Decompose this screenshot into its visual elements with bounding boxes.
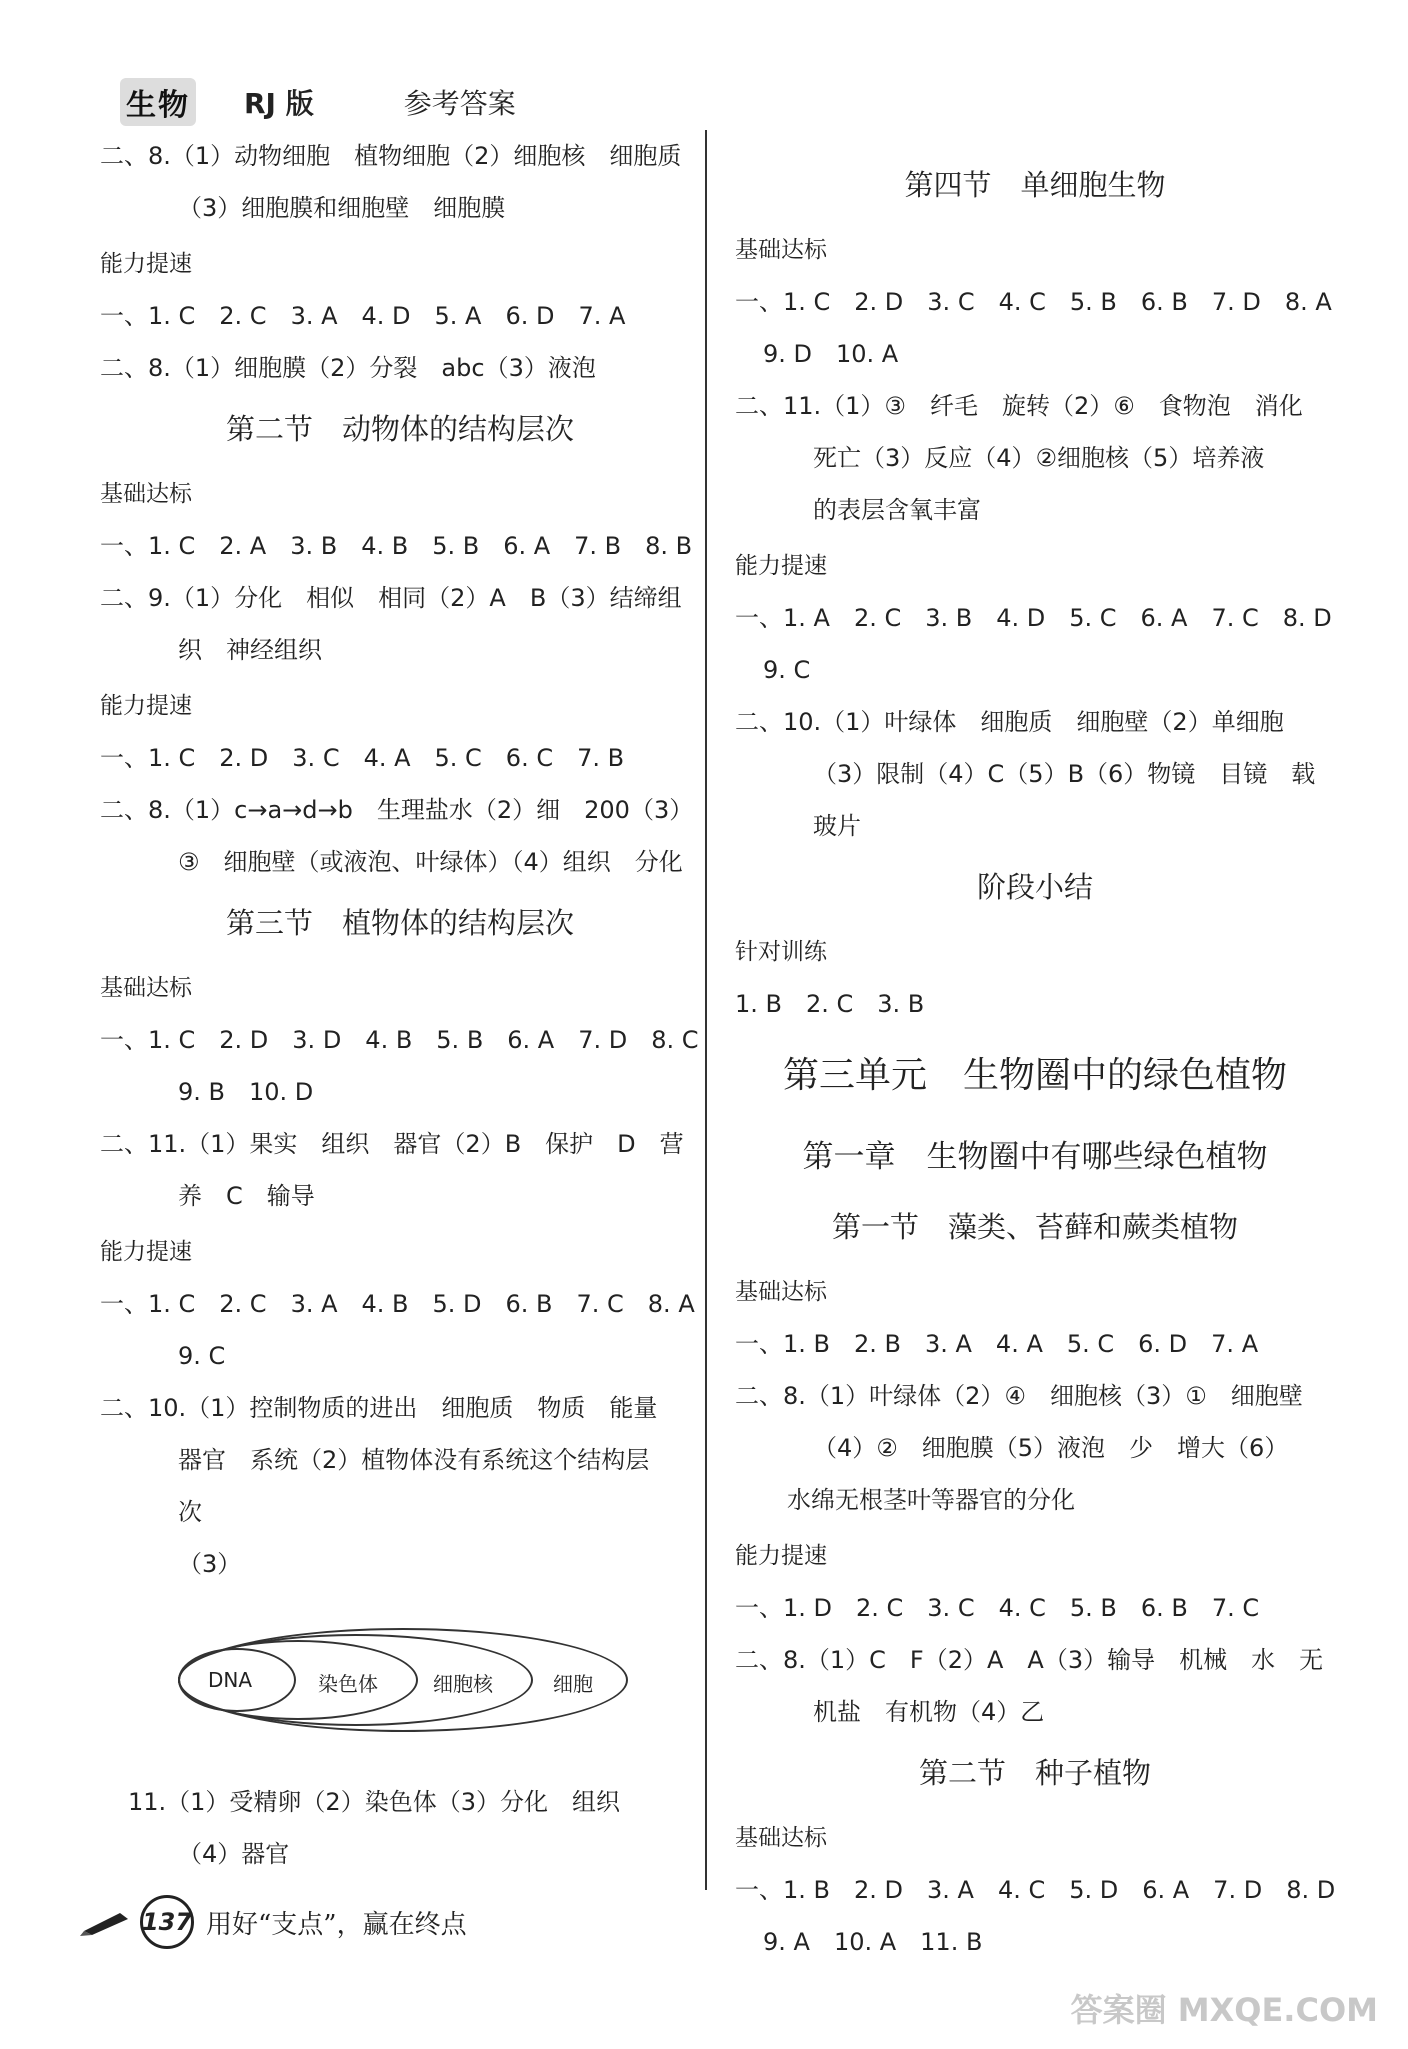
answer-line: 一、1. C 2. D 3. C 4. C 5. B 6. B 7. D 8. A	[735, 288, 1332, 316]
edition-label: RJ 版	[244, 87, 314, 120]
answer-line: （4）器官	[178, 1840, 290, 1868]
answer-line: 一、1. C 2. D 3. D 4. B 5. B 6. A 7. D 8. C	[100, 1026, 699, 1054]
subheading: 基础达标	[100, 975, 192, 1001]
subheading: 能力提速	[735, 553, 827, 579]
answer-line: 二、8.（1）C F（2）A A（3）输导 机械 水 无	[735, 1646, 1324, 1674]
diagram-label-cell: 细胞	[553, 1672, 593, 1696]
page-footer	[80, 1895, 467, 1949]
answer-line: 一、1. C 2. A 3. B 4. B 5. B 6. A 7. B 8. B	[100, 532, 693, 560]
section-title: 阶段小结	[976, 870, 1093, 904]
diagram-label-nucleus: 细胞核	[433, 1672, 493, 1696]
answer-line: 一、1. C 2. C 3. A 4. B 5. D 6. B 7. C 8. A	[100, 1290, 695, 1318]
answer-line: 9. B 10. D	[178, 1078, 314, 1106]
answer-line: 玻片	[813, 812, 861, 840]
answer-line: 1. B 2. C 3. B	[735, 990, 925, 1018]
answer-line: 二、8.（1）细胞膜（2）分裂 abc（3）液泡	[100, 354, 596, 382]
answer-line: 一、1. C 2. C 3. A 4. D 5. A 6. D 7. A	[100, 302, 626, 330]
answer-line: （3）限制（4）C（5）B（6）物镜 目镜 载	[813, 760, 1316, 788]
answer-line: 9. C	[178, 1342, 226, 1370]
watermark: 答案圈 MXQE.COM	[1070, 1991, 1378, 2029]
page-header	[120, 80, 516, 124]
section-title: 第二节 种子植物	[918, 1756, 1151, 1790]
section-title: 第二节 动物体的结构层次	[225, 412, 574, 446]
subject-logo: 生物	[120, 78, 196, 126]
section-title: 第三节 植物体的结构层次	[225, 906, 574, 940]
answer-line: 二、8.（1）c→a→d→b 生理盐水（2）细 200（3）	[100, 796, 694, 824]
answer-line: 二、8.（1）叶绿体（2）④ 细胞核（3）① 细胞壁	[735, 1382, 1303, 1410]
subheading: 基础达标	[735, 1825, 827, 1851]
answer-line: 9. C	[763, 656, 811, 684]
diagram-label-dna: DNA	[208, 1668, 253, 1692]
subheading: 能力提速	[100, 693, 192, 719]
subheading: 基础达标	[735, 237, 827, 263]
subheading: 能力提速	[100, 251, 192, 277]
answer-line: 二、11.（1）③ 纤毛 旋转（2）⑥ 食物泡 消化	[735, 392, 1303, 420]
answer-line: 一、1. D 2. C 3. C 4. C 5. B 6. B 7. C	[735, 1594, 1260, 1622]
answer-line: 水绵无根茎叶等器官的分化	[787, 1486, 1075, 1514]
answer-line: 9. D 10. A	[763, 340, 899, 368]
subheading: 针对训练	[735, 939, 827, 965]
answer-line: （3）	[178, 1550, 242, 1578]
answer-line: 养 C 输导	[178, 1182, 315, 1210]
answer-line: 一、1. A 2. C 3. B 4. D 5. C 6. A 7. C 8. D	[735, 604, 1332, 632]
answer-line: 二、10.（1）叶绿体 细胞质 细胞壁（2）单细胞	[735, 708, 1284, 736]
chapter-title: 第一章 生物圈中有哪些绿色植物	[802, 1139, 1268, 1175]
answer-line: ③ 细胞壁（或液泡、叶绿体）（4）组织 分化	[178, 848, 683, 876]
unit-title: 第三单元 生物圈中的绿色植物	[782, 1055, 1287, 1096]
page-title: 参考答案	[403, 87, 516, 120]
answer-line: 二、11.（1）果实 组织 器官（2）B 保护 D 营	[100, 1130, 684, 1158]
answer-line: 11.（1）受精卵（2）染色体（3）分化 组织	[128, 1788, 620, 1816]
answer-line: 死亡（3）反应（4）②细胞核（5）培养液	[813, 444, 1265, 472]
answer-line: 的表层含氧丰富	[813, 496, 981, 524]
answer-line: 二、8.（1）动物细胞 植物细胞（2）细胞核 细胞质	[100, 142, 682, 170]
answer-line: 二、10.（1）控制物质的进出 细胞质 物质 能量	[100, 1394, 658, 1422]
footer-slogan: 用好“支点”，赢在终点	[206, 1909, 467, 1940]
column-divider	[705, 130, 707, 1890]
diagram-label-chromosome: 染色体	[318, 1672, 378, 1696]
answer-line: 一、1. C 2. D 3. C 4. A 5. C 6. C 7. B	[100, 744, 625, 772]
answer-line: 次	[178, 1498, 202, 1526]
subheading: 基础达标	[100, 481, 192, 507]
subheading: 能力提速	[735, 1543, 827, 1569]
answer-line: 一、1. B 2. D 3. A 4. C 5. D 6. A 7. D 8. D	[735, 1876, 1336, 1904]
answer-line: 9. A 10. A 11. B	[763, 1928, 983, 1956]
subheading: 基础达标	[735, 1279, 827, 1305]
answer-line: （3）细胞膜和细胞壁 细胞膜	[178, 194, 506, 222]
answer-line: 织 神经组织	[178, 636, 322, 664]
left-column	[100, 130, 700, 1880]
section-title: 第一节 藻类、苔藓和蕨类植物	[831, 1210, 1238, 1244]
answer-line: 机盐 有机物（4）乙	[813, 1698, 1045, 1726]
right-column	[735, 150, 1335, 1968]
pencil-icon	[80, 1907, 136, 1937]
section-title: 第四节 单细胞生物	[904, 168, 1166, 202]
nested-structure-diagram	[178, 1628, 638, 1738]
subheading: 能力提速	[100, 1239, 192, 1265]
page-number: 137	[140, 1895, 194, 1949]
answer-line: 二、9.（1）分化 相似 相同（2）A B（3）结缔组	[100, 584, 682, 612]
answer-line: 器官 系统（2）植物体没有系统这个结构层	[178, 1446, 650, 1474]
answer-line: （4）② 细胞膜（5）液泡 少 增大（6）	[813, 1434, 1289, 1462]
answer-line: 一、1. B 2. B 3. A 4. A 5. C 6. D 7. A	[735, 1330, 1259, 1358]
